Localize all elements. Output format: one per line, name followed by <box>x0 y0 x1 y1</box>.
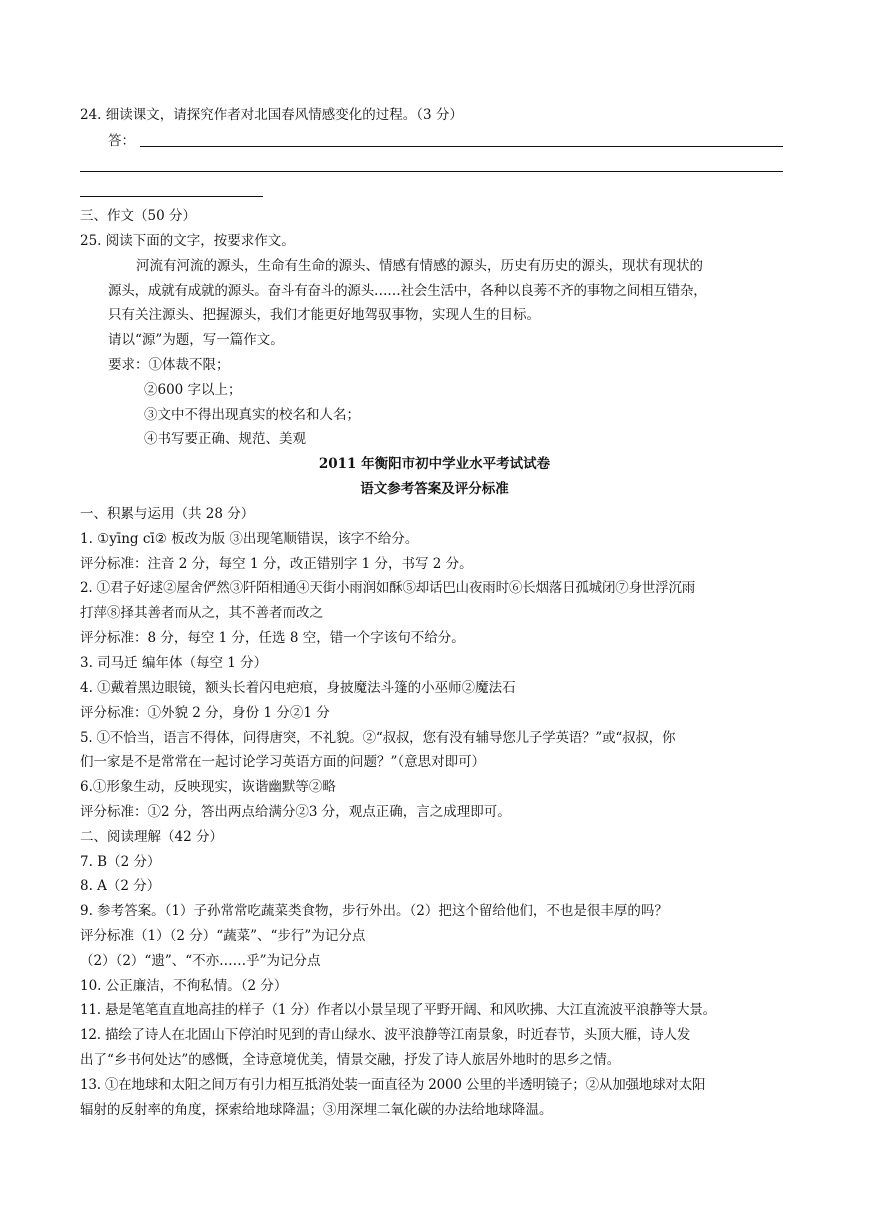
answer-2-cont: 打萍⑧择其善者而从之，其不善者而改之 <box>80 605 323 621</box>
answer-4: 4. ①戴着黑边眼镜，额头长着闪电疤痕，身披魔法斗篷的小巫师②魔法石 <box>80 680 516 696</box>
answer-5: 5. ①不恰当，语言不得体，问得唐突，不礼貌。②“叔叔，您有没有辅导您儿子学英语？”或“叔叔，你 <box>80 730 676 746</box>
answer-12-cont: 出了“乡书何处达”的感慨，全诗意境优美，情景交融，抒发了诗人旅居外地时的思乡之情。 <box>80 1052 621 1068</box>
scoring-2: 评分标准：8 分，每空 1 分，任选 8 空，错一个字该句不给分。 <box>80 630 465 646</box>
answer-key-subtitle: 语文参考答案及评分标准 <box>360 481 509 497</box>
answer-13-cont: 辐射的反射率的角度，探索给地球降温；③用深埋二氧化碳的办法给地球降温。 <box>80 1102 553 1118</box>
passage-line-1: 河流有河流的源头，生命有生命的源头、情感有情感的源头，历史有历史的源头，现状有现状的 <box>136 258 703 274</box>
composition-prompt: 请以“源”为题，写一篇作文。 <box>108 332 284 348</box>
answer-9: 9. 参考答案。（1）子孙常常吃蔬菜类食物，步行外出。（2）把这个留给他们，不也是很丰厚的吗？ <box>80 903 668 919</box>
scoring-6: 评分标准：①2 分，答出两点给满分②3 分，观点正确，言之成理即可。 <box>80 804 511 820</box>
requirement-2: ②600 字以上； <box>144 382 242 398</box>
answer-12: 12. 描绘了诗人在北固山下停泊时见到的青山绿水、波平浪静等江南景象，时近春节，头顶大雁，诗人发 <box>80 1027 691 1043</box>
section-2-heading: 二、阅读理解（42 分） <box>80 829 223 845</box>
scoring-1: 评分标准：注音 2 分，每空 1 分，改正错别字 1 分，书写 2 分。 <box>80 556 473 572</box>
passage-line-2: 源头，成就有成就的源头。奋斗有奋斗的源头……社会生活中，各种以良莠不齐的事物之间相互错杂， <box>108 283 707 299</box>
answer-3: 3. 司马迁 编年体（每空 1 分） <box>80 655 268 671</box>
section-1-heading: 一、积累与运用（共 28 分） <box>80 506 255 522</box>
answer-2: 2. ①君子好逑②屋舍俨然③阡陌相通④天街小雨润如酥⑤却话巴山夜雨时⑥长烟落日孤城闭⑦身世浮沉雨 <box>80 580 696 596</box>
requirement-4: ④书写要正确、规范、美观 <box>144 431 306 447</box>
answer-line-2 <box>80 171 783 172</box>
answer-11: 11. 悬是笔笔直直地高挂的样子（1 分）作者以小景呈现了平野开阔、和风吹拂、大江直流波平浪静等大景。 <box>80 1002 716 1018</box>
answer-1: 1. ①yīng cī② 板改为版 ③出现笔顺错误，该字不给分。 <box>80 531 419 547</box>
answer-13: 13. ①在地球和太阳之间万有引力相互抵消处装一面直径为 2000 公里的半透明镜子；②从加强地球对太阳 <box>80 1077 706 1093</box>
answer-10: 10. 公正廉洁，不徇私情。（2 分） <box>80 978 288 994</box>
answer-5-cont: 们一家是不是常常在一起讨论学习英语方面的问题？”（意思对即可） <box>80 754 486 770</box>
answer-7: 7. B（2 分） <box>80 854 161 870</box>
answer-line-3 <box>80 196 263 197</box>
requirement-3: ③文中不得出现真实的校名和人名； <box>144 407 360 423</box>
question-25: 25. 阅读下面的文字，按要求作文。 <box>80 233 295 249</box>
requirement-1: 要求：①体裁不限； <box>108 357 230 373</box>
question-24: 24. 细读课文，请探究作者对北国春风情感变化的过程。（3 分） <box>80 107 463 123</box>
answer-8: 8. A（2 分） <box>80 878 161 894</box>
answer-label: 答： <box>108 133 135 149</box>
scoring-9-2: （2）（2）“遗”、“不亦……乎”为记分点 <box>80 953 321 969</box>
answer-key-title: 2011 年衡阳市初中学业水平考试试卷 <box>318 456 551 472</box>
answer-6: 6.①形象生动，反映现实，诙谐幽默等②略 <box>80 779 336 795</box>
answer-line-1 <box>140 146 783 147</box>
section-3-heading: 三、作文（50 分） <box>80 208 196 224</box>
scoring-4: 评分标准：①外貌 2 分，身份 1 分②1 分 <box>80 705 330 721</box>
scoring-9-1: 评分标准（1）（2 分）“蔬菜”、“步行”为记分点 <box>80 928 366 944</box>
passage-line-3: 只有关注源头、把握源头，我们才能更好地驾驭事物，实现人生的目标。 <box>108 307 540 323</box>
